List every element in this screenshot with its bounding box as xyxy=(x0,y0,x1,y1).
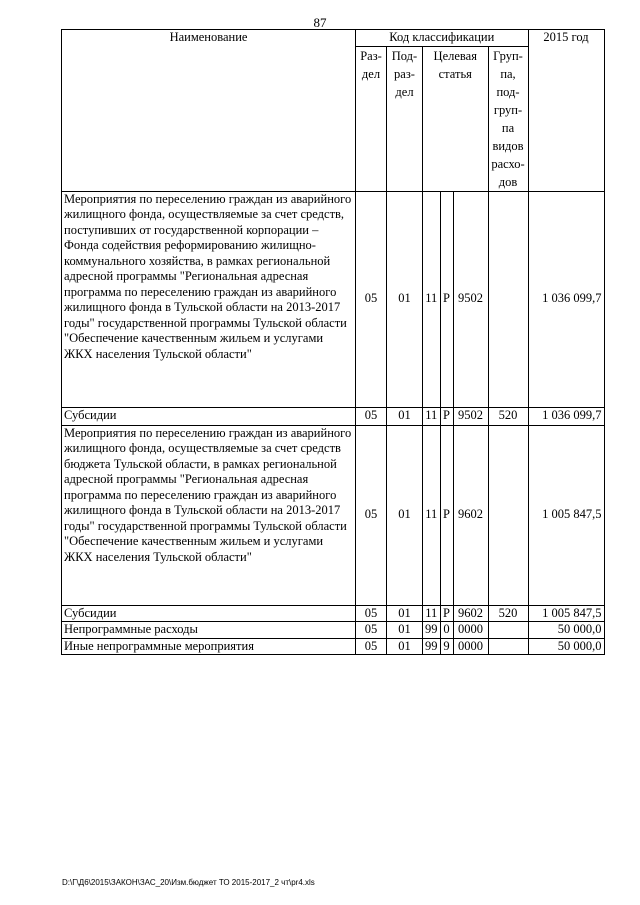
header-code: Код классификации xyxy=(356,30,529,47)
page-number: 87 xyxy=(313,15,327,30)
row-subsection: 01 xyxy=(387,638,423,655)
header-section xyxy=(356,46,387,191)
table-row xyxy=(62,425,605,605)
table-row xyxy=(62,622,605,639)
row-amount: 1 005 847,5 xyxy=(528,425,604,605)
budget-table xyxy=(61,29,605,655)
row-subprogram-code: 9 xyxy=(440,638,453,655)
row-name: Субсидии xyxy=(62,407,356,425)
header-target-text: Целевая статья xyxy=(433,48,477,81)
row-group-code: 520 xyxy=(488,407,528,425)
row-program-code: 11 xyxy=(423,605,441,622)
row-name: Мероприятия по переселению граждан из аварийного жилищного фонда, осуществляемые за счет средств, поступивших от государственной корпорации – Фонда содействия реформированию жилищно-коммунального хозяйства, в рамках региональной адресной программы "Региональная адресная программа по переселению граждан из аварийного жилищного фонда в Тульской области на 2013-2017 годы" государственной программы Тульской области "Обеспечение качественным жильем и услугами ЖКХ населения Тульской области" xyxy=(62,191,356,407)
header-year: 2015 год xyxy=(528,30,604,192)
row-group-code xyxy=(488,191,528,407)
row-subprogram-code: Р xyxy=(440,407,453,425)
row-subprogram-code: 0 xyxy=(440,622,453,639)
row-group-code xyxy=(488,622,528,639)
row-name: Мероприятия по переселению граждан из аварийного жилищного фонда, осуществляемые за счет средств бюджета Тульской области, в рамках региональной адресной программы "Региональная адресная программа по переселению граждан из аварийного жилищного фонда в Тульской области на 2013-2017 годы" государственной программы Тульской области "Обеспечение качественным жильем и услугами ЖКХ населения Тульской области" xyxy=(62,425,356,605)
row-name: Субсидии xyxy=(62,605,356,622)
row-subsection: 01 xyxy=(387,425,423,605)
table-row xyxy=(62,605,605,622)
footer-file-path: D:\Г\Д6\2015\ЗАКОН\ЗАС_20\Изм.бюджет ТО 2015-2017_2 чт\pr4.xls xyxy=(62,878,315,887)
row-subprogram-code: Р xyxy=(440,191,453,407)
row-group-code xyxy=(488,425,528,605)
header-section-text: Раз- дел xyxy=(360,48,382,81)
row-amount: 1 036 099,7 xyxy=(528,407,604,425)
row-item-code: 0000 xyxy=(453,622,488,639)
row-name: Иные непрограммные мероприятия xyxy=(62,638,356,655)
row-program-code: 99 xyxy=(423,622,441,639)
row-section: 05 xyxy=(356,191,387,407)
row-item-code: 9602 xyxy=(453,605,488,622)
row-subsection: 01 xyxy=(387,622,423,639)
row-section: 05 xyxy=(356,622,387,639)
row-subprogram-code: Р xyxy=(440,425,453,605)
row-section: 05 xyxy=(356,425,387,605)
row-amount: 1 036 099,7 xyxy=(528,191,604,407)
row-item-code: 9602 xyxy=(453,425,488,605)
row-program-code: 11 xyxy=(423,425,441,605)
row-program-code: 11 xyxy=(423,407,441,425)
header-subsection-text: Под- раз- дел xyxy=(391,48,418,99)
row-subsection: 01 xyxy=(387,407,423,425)
row-program-code: 11 xyxy=(423,191,441,407)
row-item-code: 0000 xyxy=(453,638,488,655)
row-group-code xyxy=(488,638,528,655)
row-amount: 1 005 847,5 xyxy=(528,605,604,622)
header-group xyxy=(488,46,528,191)
table-body xyxy=(62,191,605,655)
header-name: Наименование xyxy=(62,30,356,192)
row-subsection: 01 xyxy=(387,191,423,407)
table-row xyxy=(62,407,605,425)
table-row xyxy=(62,191,605,407)
header-subsection xyxy=(387,46,423,191)
row-item-code: 9502 xyxy=(453,407,488,425)
row-program-code: 99 xyxy=(423,638,441,655)
row-section: 05 xyxy=(356,407,387,425)
row-section: 05 xyxy=(356,605,387,622)
header-group-text: Груп- па, под- груп- па видов расхо- дов xyxy=(491,48,525,189)
row-subsection: 01 xyxy=(387,605,423,622)
row-name: Непрограммные расходы xyxy=(62,622,356,639)
row-amount: 50 000,0 xyxy=(528,622,604,639)
row-subprogram-code: Р xyxy=(440,605,453,622)
row-group-code: 520 xyxy=(488,605,528,622)
table-header xyxy=(62,30,605,192)
row-item-code: 9502 xyxy=(453,191,488,407)
header-target xyxy=(423,46,489,191)
row-amount: 50 000,0 xyxy=(528,638,604,655)
row-section: 05 xyxy=(356,638,387,655)
table-row xyxy=(62,638,605,655)
